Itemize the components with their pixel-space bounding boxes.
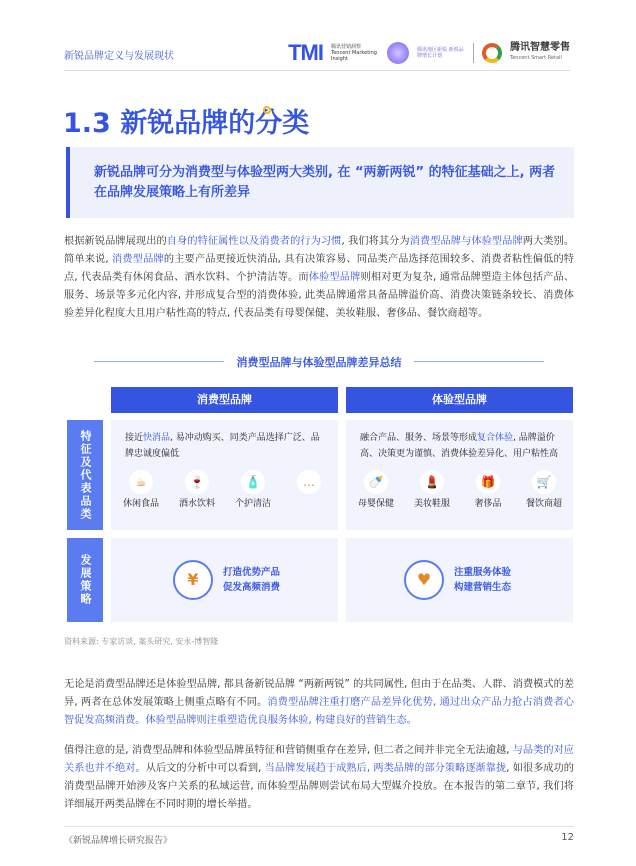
report-name: 《新锐品牌增长研究报告》 — [64, 836, 173, 846]
page-number: 12 — [561, 832, 574, 843]
category-item: ☕ 休闲食品 — [113, 470, 169, 511]
experience-category-icons — [348, 470, 572, 511]
note-paragraph: 值得注意的是, 消费型品牌和体验型品牌虽特征和营销侧重存在差异, 但二者之间并非完全无法逾越, 与品类的对应关系也并不绝对。从后文的分析中可以看到, 当品牌发展趋于成熟后, 两类品牌的部分策略逐渐靠拢, 如很多成功的消费型品牌开始涉及客户关系的私域运营, 而体验型品牌则尝试布局大型媒介投放。在本报告的第二章节, 我们将详细展开两类品牌在不同时期的增长举措。 — [64, 745, 574, 810]
title-line-right — [414, 361, 544, 362]
consumer-strategy: ¥ 打造优势产品 促发高频消费 — [173, 560, 280, 600]
cell-experience-strategy — [346, 538, 573, 622]
section-name: 新锐品牌定义与发展现状 — [64, 51, 174, 62]
baby-bottle-icon: 🍼 — [364, 470, 388, 494]
logo-group — [288, 40, 570, 66]
col-header-experience: 体验型品牌 — [346, 387, 573, 413]
wine-icon: 🍷 — [185, 470, 209, 494]
comparison-title: 消费型品牌与体验型品牌差异总结 — [64, 352, 574, 372]
experience-features-text: 融合产品、服务、场景等形成复合体验, 品牌溢价高、决策更为谨慎、消费体验差异化、用户粘性高 — [360, 433, 559, 459]
callout-text: 新锐品牌可分为消费型与体验型两大类别, 在 “两新两锐” 的特征基础之上, 两者在品牌发展策略上有所差异 — [94, 165, 556, 200]
personal-care-icon: 🧴 — [241, 470, 265, 494]
consumer-category-icons — [113, 470, 337, 511]
snack-icon: ☕ — [129, 470, 153, 494]
title-decoration-dot — [263, 106, 271, 114]
col-header-consumer: 消费型品牌 — [111, 387, 338, 413]
intro-paragraph: 根据新锐品牌展现出的自身的特征属性以及消费者的行为习惯, 我们将其分为消费型品牌与体验型品牌两大类别。简单来说, 消费型品牌的主要产品更接近快消品, 具有决策容易、同品类产品选择范围较多、消费者粘性偏低的特点, 代表品类有休闲食品、酒水饮料、个护清洁等。而体验型品牌则相对更为复杂, 通常品牌塑造主体包括产品、服务、场景等多元化内容, 并形成复合型的消费体验, 此类品牌通常具备品牌溢价高、消费决策链条较长、消费体验差异化程度大且用户粘性高的特点, 代表品类有母婴保健、美妆鞋服、奢侈品、餐饮商超等。 — [64, 236, 575, 319]
section-title: 1.3 新锐品牌的分类 — [63, 108, 310, 139]
header-divider — [64, 70, 570, 71]
cell-consumer-features — [111, 420, 338, 530]
growth-plan-logo-icon — [387, 42, 409, 64]
category-item: 🛒 餐饮商超 — [516, 470, 572, 511]
category-item: 🧴 个护清洁 — [225, 470, 281, 511]
gift-icon: 🎁 — [476, 470, 500, 494]
category-item: 🍼 母婴保健 — [348, 470, 404, 511]
footer-divider — [64, 826, 574, 827]
consumer-features-text: 接近快消品, 易冲动购买、同类产品选择广泛、品牌忠诚度偏低 — [125, 433, 320, 459]
more-icon: … — [297, 470, 321, 494]
row-label-features: 特征及代表品类 — [67, 420, 103, 530]
category-item: 🍷 酒水饮料 — [169, 470, 225, 511]
cell-consumer-strategy — [111, 538, 338, 622]
logo-divider — [473, 43, 474, 63]
smart-retail-logo-icon — [482, 43, 502, 63]
lipstick-icon: 💄 — [420, 470, 444, 494]
summary-callout — [66, 147, 574, 218]
row-label-strategy: 发展策略 — [67, 538, 103, 622]
experience-strategy: ♥ 注重服务体验 构建营销生态 — [404, 560, 511, 600]
heart-hand-icon: ♥ — [404, 560, 444, 600]
money-icon: ¥ — [173, 560, 213, 600]
growth-plan-logo-text: 腾讯地区新锐 新锐品牌增长计划 — [417, 47, 464, 59]
category-item: 💄 美妆鞋服 — [404, 470, 460, 511]
data-source: 资料来源: 专家访谈, 案头研究, 安永-博智隆 — [64, 637, 219, 646]
category-item — [281, 470, 337, 511]
cell-experience-features — [346, 420, 573, 530]
smart-retail-logo: 腾讯智慧零售 Tencent Smart Retail — [510, 42, 570, 61]
tmi-logo: TMI — [288, 40, 323, 65]
category-item: 🎁 奢侈品 — [460, 470, 516, 511]
strategy-paragraph: 无论是消费型品牌还是体验型品牌, 都具备新锐品牌 “两新两锐” 的共同属性, 但由于在品类、人群、消费模式的差异, 两者在总体发展策略上侧重点略有不同。消费型品牌注重打磨产品差异化优势, 通过出众产品力抢占消费者心智促发高频消费。体验型品牌则注重塑造优良服务体验, 构建良好的营销生态。 — [64, 679, 574, 726]
page-header — [0, 0, 636, 72]
tmi-logo-subtitle: 腾讯营销洞察 Tencent Marketing Insight — [331, 44, 377, 62]
cart-icon: 🛒 — [532, 470, 556, 494]
